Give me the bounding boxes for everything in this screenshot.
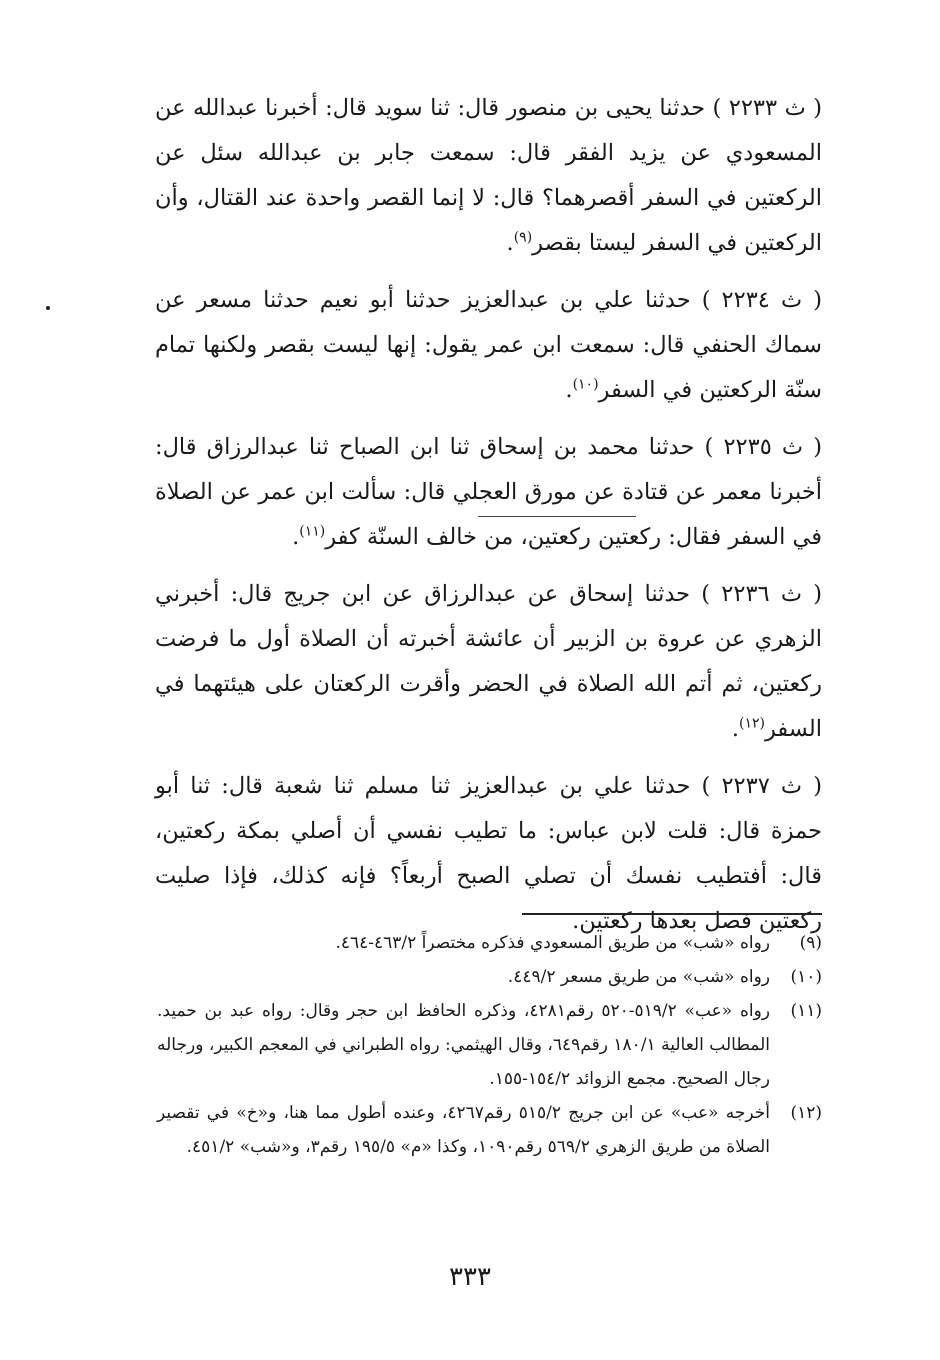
footnote-number: (١٠)	[790, 967, 822, 987]
page-number: ٣٣٣	[449, 1262, 491, 1292]
footnote-12	[157, 1096, 822, 1164]
footnote-number: (٩)	[799, 933, 822, 953]
hadith-2236: ( ث ٢٢٣٦ ) حدثنا إسحاق عن عبدالرزاق عن ابن جريج قال: أخبرني الزهري عن عروة بن الزبير أن عائشة أخبرته أن الصلاة أول ما فرضت ركعتين، ثم أتم الله الصلاة في الحضر وأقرت الركعتان على هيئتهما في السفر$^{(١٢)}$.	[155, 581, 823, 742]
footnote-11	[157, 994, 822, 1096]
hadith-2234: ( ث ٢٢٣٤ ) حدثنا علي بن عبدالعزيز حدثنا أبو نعيم حدثنا مسعر عن سماك الحنفي قال: سمعت ابن عمر يقول: إنها ليست بقصر ولكنها تمام سنّة الركعتين في السفر$^{(١٠)}$.	[155, 287, 823, 403]
footnote-9	[157, 926, 822, 960]
footnote-text: رواه «شب» من طريق مسعر ٤٤٩/٢.	[507, 967, 770, 987]
main-text	[155, 86, 822, 944]
footnote-marker: (١٢)	[739, 715, 766, 732]
footnote-marker: (١١)	[299, 523, 326, 540]
footnote-text: رواه «عب» ٥١٩/٢-٥٢٠ رقم٤٢٨١، وذكره الحافظ ابن حجر وقال: رواه عبد بن حميد. المطالب العالية ١٨٠/١ رقم٦٤٩، وقال الهيثمي: رواه الطبراني في المعجم الكبير، ورجاله رجال الصحيح. مجمع الزوائد ١٥٤/٢-١٥٥.	[157, 1001, 770, 1089]
margin-dot	[46, 306, 50, 310]
footnote-marker: (٩)	[513, 229, 533, 246]
hadith-text: ( ث ٢٢٣٧ ) حدثنا علي بن عبدالعزيز ثنا مسلم ثنا شعبة قال: ثنا أبو حمزة قال: قلت لابن عباس: ما تطيب نفسي أن أصلي بمكة ركعتين، قال: أفتطيب نفسك أن تصلي الصبح أربعاً؟ فإنه كذلك، فإذا صليت ركعتين فصل بعدها ركعتين.	[155, 773, 822, 934]
footnote-text: أخرجه «عب» عن ابن جريج ٥١٥/٢ رقم٤٢٦٧، وعنده أطول مما هنا، و«خ» في تقصير الصلاة من طريق الزهري ٥٦٩/٢ رقم١٠٩٠، وكذا «م» ١٩٥/٥ رقم٣، و«شب» ٤٥١/٢.	[157, 1103, 770, 1157]
hadith-text: ( ث ٢٢٣٥ ) حدثنا محمد بن إسحاق ثنا ابن الصباح ثنا عبدالرزاق قال: أخبرنا معمر عن قتادة عن مورق العجلي قال: سألت ابن عمر عن الصلاة في السفر فقال: ركعتين ركعتين، من خالف السنّة كفر	[155, 434, 822, 550]
footnote-number: (١٢)	[790, 1103, 822, 1123]
footnote-separator	[522, 913, 822, 915]
hadith-text: ( ث ٢٢٣٣ ) حدثنا يحيى بن منصور قال: ثنا سويد قال: أخبرنا عبدالله عن المسعودي عن يزيد الفقر قال: سمعت جابر بن عبدالله سئل عن الركعتين في السفر أقصرهما؟ قال: لا إنما القصر واحدة عند القتال، وأن الركعتين في السفر ليستا بقصر	[155, 95, 822, 256]
footnote-marker: (١٠)	[572, 376, 599, 393]
hadith-2237	[155, 764, 822, 944]
footnote-10	[157, 960, 822, 994]
hadith-2233: ( ث ٢٢٣٣ ) حدثنا يحيى بن منصور قال: ثنا سويد قال: أخبرنا عبدالله عن المسعودي عن يزيد الفقر قال: سمعت جابر بن عبدالله سئل عن الركعتين في السفر أقصرهما؟ قال: لا إنما القصر واحدة عند القتال، وأن الركعتين في السفر ليستا بقصر$^{(٩)}$.	[155, 95, 822, 256]
footnote-number: (١١)	[790, 1001, 822, 1021]
hadith-text: ( ث ٢٢٣٤ ) حدثنا علي بن عبدالعزيز حدثنا أبو نعيم حدثنا مسعر عن سماك الحنفي قال: سمعت ابن عمر يقول: إنها ليست بقصر ولكنها تمام سنّة الركعتين في السفر	[155, 287, 823, 403]
footnote-text: رواه «شب» من طريق المسعودي فذكره مختصراً ٤٦٣/٢-٤٦٤.	[335, 933, 770, 953]
hadith-text: ( ث ٢٢٣٦ ) حدثنا إسحاق عن عبدالرزاق عن ابن جريج قال: أخبرني الزهري عن عروة بن الزبير أن عائشة أخبرته أن الصلاة أول ما فرضت ركعتين، ثم أتم الله الصلاة في الحضر وأقرت الركعتان على هيئتهما في السفر	[155, 581, 823, 742]
handwritten-underline	[478, 516, 636, 517]
footnotes	[157, 926, 822, 1164]
hadith-2235: ( ث ٢٢٣٥ ) حدثنا محمد بن إسحاق ثنا ابن الصباح ثنا عبدالرزاق قال: أخبرنا معمر عن قتادة عن مورق العجلي قال: سألت ابن عمر عن الصلاة في السفر فقال: ركعتين ركعتين، من خالف السنّة كفر$^{(١١)}$.	[155, 434, 822, 550]
